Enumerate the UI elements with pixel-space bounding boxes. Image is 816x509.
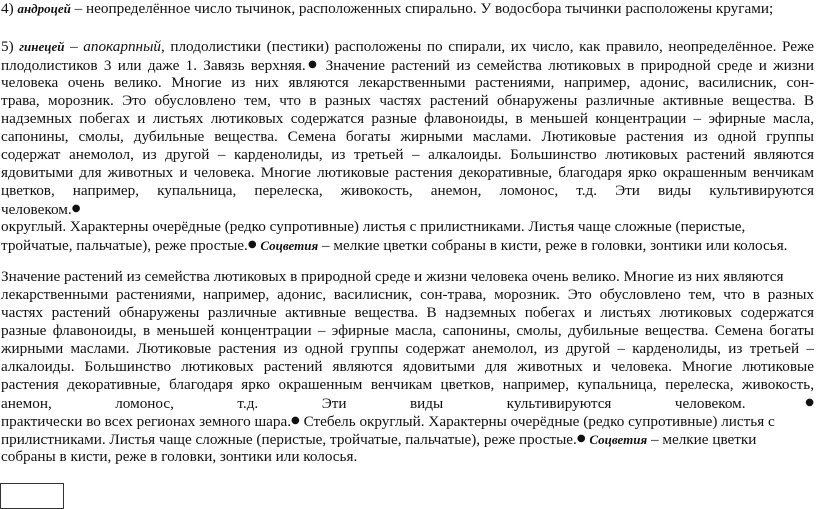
text-line (1, 322, 814, 340)
text-run: 5) (1, 38, 20, 55)
text-line (1, 0, 814, 18)
text-run: содержат анемолол, из другой – карденолиды, из третьей – алкалоиды. Большинство лютиковых растений являются (1, 146, 814, 163)
text-line (1, 128, 814, 146)
text-run: разные флавоноиды, в меньшей концентрации – эфирные масла, сапонины, смолы, дубильные вещества. Семена богаты (1, 322, 814, 339)
text-line (1, 74, 814, 92)
bullet-dot-icon: ● (247, 239, 257, 250)
text-run: – неопределённое число тычинок, расположенных спирально. У водосбора тычинки расположены кругами; (70, 0, 774, 17)
text-line (1, 448, 814, 466)
text-run: , плодолистики (пестики) расположены по спирали, их число, как правило, неопределённое. Реже (160, 38, 814, 55)
text-run: цветков, например, купальница, перелеска, живокость, анемон, ломонос, т.д. Эти виды культивируются (1, 182, 814, 199)
bullet-dot-icon: ● (291, 415, 300, 426)
text-line (1, 110, 814, 128)
text-line (1, 164, 814, 182)
text-run: сапонины, смолы, дубильные вещества. Семена богаты жирными маслами. Лютиковые растения из одной группы (1, 128, 814, 145)
text-line (1, 268, 814, 286)
text-line (1, 92, 814, 110)
term-label: Соцветия (260, 238, 319, 253)
text-run: ядовитыми для животных и человека. Многие лютиковые растения декоративные, благодаря ярко окрашенным венчикам (1, 164, 814, 181)
text-run: лекарственными растениями, например, адонис, василисник, сон-трава, морозник. Это обусловлено тем, что в разных (1, 286, 814, 303)
text-run: алкалоиды. Большинство лютиковых растений являются ядовитыми для животных и человека. Многие лютиковые (1, 358, 814, 375)
text-run: жирными маслами. Лютиковые растения из одной группы содержат анемолол, из другой – карденолиды, из третьей – (1, 340, 814, 357)
text-run: человеком. (1, 201, 72, 218)
text-line (1, 236, 814, 255)
text-line (1, 412, 814, 431)
bullet-dot-icon: ● (576, 433, 586, 444)
text-run: апокарпный (83, 38, 161, 55)
text-line (1, 218, 814, 236)
term-label: гинецей (19, 39, 65, 54)
bullet-dot-icon: ● (71, 203, 81, 214)
text-run: растения декоративные, благодаря ярко окрашенным венчикам цветков, например, купальница, перелеска, живокость, (1, 376, 814, 393)
bullet-dot-icon: ● (745, 397, 814, 408)
term-label: андроцей (17, 1, 71, 16)
text-run: человека очень велико. Многие из них являются лекарственными растениями, например, адонис, василисник, сон- (1, 74, 814, 91)
text-line (1, 376, 814, 394)
text-line (1, 200, 814, 219)
text-run: тройчатые, пальчатые), реже простые. (1, 237, 248, 254)
text-line (1, 394, 814, 413)
text-line (1, 358, 814, 376)
bullet-dot-icon: ● (305, 59, 320, 70)
text-run: Значение растений из семейства лютиковых в природной среде и жизни (319, 57, 814, 74)
text-run: Значение растений из семейства лютиковых в природной среде и жизни человека очень велико. Многие из них являются (1, 268, 784, 285)
text-run: 4) (1, 0, 18, 17)
text-line (1, 56, 814, 75)
text-run: прилистниками. Листья чаще сложные (перистые, тройчатые, пальчатые), реже простые. (1, 431, 577, 448)
text-run: частях растений обнаружены различные активные вещества. В надземных побегах и листьях лютиковых содержатся (1, 304, 814, 321)
text-run: Стебель округлый. Характерны очерёдные (редко супротивные) листья с (299, 413, 775, 430)
text-line (1, 304, 814, 322)
text-line (1, 286, 814, 304)
text-run: надземных побегах и листьях лютиковых содержатся разные флавоноиды, в меньшей концентрации – эфирные масла, (1, 110, 814, 127)
text-run: трава, морозник. Это обусловлено тем, что в разных частях растений обнаружены различные активные вещества. В (1, 92, 814, 109)
empty-table-cell (0, 483, 64, 509)
text-line (1, 430, 814, 449)
text-line (1, 146, 814, 164)
text-line (1, 38, 814, 56)
term-label: Соцветия (589, 432, 648, 447)
text-line (1, 340, 814, 358)
text-run: – (64, 38, 84, 55)
text-run: практически во всех регионах земного шара. (1, 413, 292, 430)
text-line (1, 182, 814, 200)
text-run: округлый. Характерны очерёдные (редко супротивные) листья с прилистниками. Листья чаще сложные (перистые, (1, 218, 746, 235)
text-run: – мелкие цветки (647, 431, 757, 448)
text-run: анемон, ломонос, т.д. Эти виды культивируются человеком. (1, 395, 746, 412)
text-run: – мелкие цветки собраны в кисти, реже в головки, зонтики или колосья. (318, 237, 788, 254)
text-run: плодолистиков 3 или даже 1. Завязь верхняя. (1, 57, 306, 74)
text-run: собраны в кисти, реже в головки, зонтики или колосья. (1, 448, 358, 465)
